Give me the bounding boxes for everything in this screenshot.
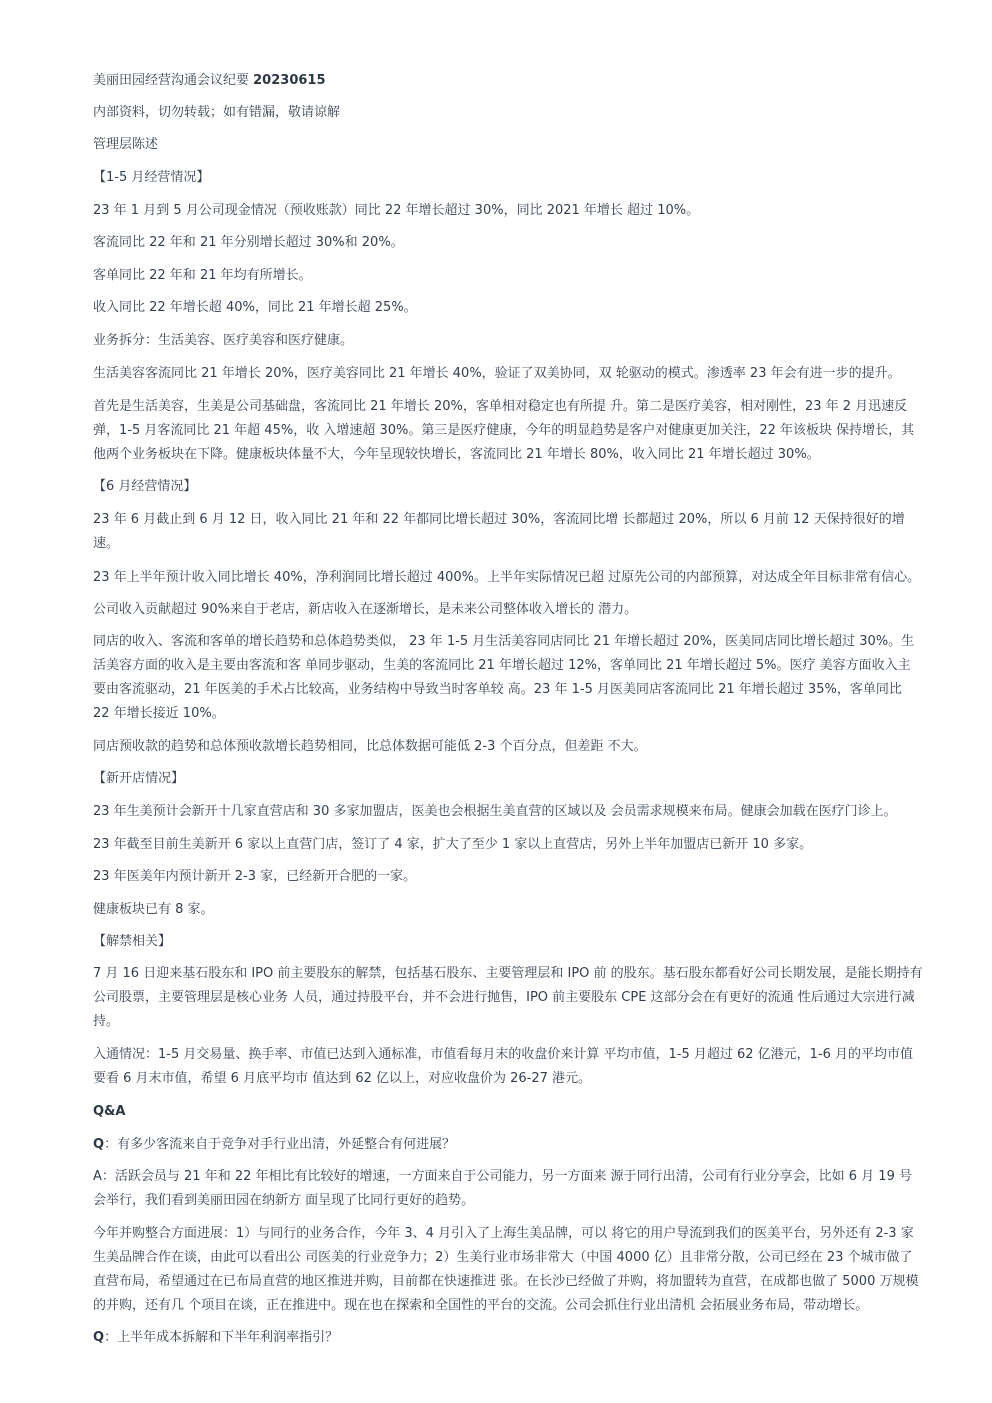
paragraph <box>93 395 943 467</box>
paragraph-line: 公司股票，主要管理层是核心业务 人员，通过持股平台，并不会进行抛售，IPO 前主要股东 CPE 这部分会在有更好的流通 性后通过大宗进行减 <box>93 990 915 1005</box>
title-text: 美丽田园经营沟通会议纪要 <box>93 73 254 88</box>
paragraph-line: 生美品牌合作在谈，由此可以看出公 司医美的行业竞争力；2）生美行业市场非常大（中国 4000 亿）且非常分散，公司已经在 23 个城市做了 <box>93 1250 913 1265</box>
paragraph-line: 会举行，我们看到美丽田园在纳新方 面呈现了比同行更好的趋势。 <box>93 1193 475 1208</box>
paragraph: 生活美容客流同比 21 年增长 20%，医疗美容同比 21 年增长 40%，验证了双美协同，双 轮驱动的模式。渗透率 23 年会有进一步的提升。 <box>93 366 901 381</box>
paragraph: 客单同比 22 年和 21 年均有所增长。 <box>93 268 312 283</box>
question <box>93 1132 943 1157</box>
paragraph-line: 速。 <box>93 536 120 551</box>
answer <box>93 1165 943 1213</box>
paragraph <box>93 630 943 726</box>
section-intro: 管理层陈述 <box>93 137 159 152</box>
section-heading-new-stores: 【新开店情况】 <box>93 771 185 786</box>
paragraph: 23 年上半年预计收入同比增长 40%，净利润同比增长超过 400%。上半年实际情况已超 过原先公司的内部预算，对达成全年目标非常有信心。 <box>93 570 921 585</box>
answer <box>93 1222 943 1318</box>
paragraph: 23 年 1 月到 5 月公司现金情况（预收账款）同比 22 年增长超过 30%，同比 2021 年增长 超过 10%。 <box>93 203 700 218</box>
section-heading-jan-may: 【1-5 月经营情况】 <box>93 170 210 185</box>
paragraph: 公司收入贡献超过 90%来自于老店，新店收入在逐渐增长，是未来公司整体收入增长的 潜力。 <box>93 602 638 617</box>
paragraph <box>93 1043 943 1091</box>
paragraph-line: 7 月 16 日迎来基石股东和 IPO 前主要股东的解禁，包括基石股东、主要管理层和 IPO 前 的股东。基石股东都看好公司长期发展，是能长期持有 <box>93 966 923 981</box>
qa-heading: Q&A <box>93 1104 126 1119</box>
paragraph-line: 同店的收入、客流和客单的增长趋势和总体趋势类似， 23 年 1-5 月生活美容同店同比 21 年增长超过 20%，医美同店同比增长超过 30%。生 <box>93 634 915 649</box>
question-label: Q <box>93 1330 105 1345</box>
section-heading-lockup: 【解禁相关】 <box>93 934 172 949</box>
question-label: Q <box>93 1137 105 1152</box>
paragraph <box>93 508 943 556</box>
disclaimer: 内部资料，切勿转载；如有错漏，敬请谅解 <box>93 105 341 120</box>
paragraph-line: 要看 6 月末市值，希望 6 月底平均市 值达到 62 亿以上，对应收盘价为 26-27 港元。 <box>93 1071 592 1086</box>
paragraph-line: A：活跃会员与 21 年和 22 年相比有比较好的增速，一方面来自于公司能力，另一方面来 源于同行出清，公司有行业分享会，比如 6 月 19 号 <box>93 1169 912 1184</box>
document-title <box>93 68 943 93</box>
paragraph-line: 23 年 6 月截止到 6 月 12 日，收入同比 21 年和 22 年都同比增长超过 30%，客流同比增 长都超过 20%，所以 6 月前 12 天保持很好的增 <box>93 512 905 527</box>
paragraph: 健康板块已有 8 家。 <box>93 902 214 917</box>
paragraph-line: 22 年增长接近 10%。 <box>93 706 225 721</box>
paragraph-line: 活美容方面的收入是主要由客流和客 单同步驱动，生美的客流同比 21 年增长超过 12%，客单同比 21 年增长超过 5%。医疗 美容方面收入主 <box>93 658 911 673</box>
paragraph-line: 要由客流驱动，21 年医美的手术占比较高，业务结构中导致当时客单较 高。23 年 1-5 月医美同店客流同比 21 年增长超过 35%，客单同比 <box>93 682 902 697</box>
question-text: ：上半年成本拆解和下半年利润率指引？ <box>104 1330 339 1345</box>
paragraph-line: 今年并购整合方面进展：1）与同行的业务合作，今年 3、4 月引入了上海生美品牌，可以 将它的用户导流到我们的医美平台，另外还有 2-3 家 <box>93 1226 914 1241</box>
paragraph: 23 年截至目前生美新开 6 家以上直营门店，签订了 4 家，扩大了至少 1 家以上直营店，另外上半年加盟店已新开 10 多家。 <box>93 837 813 852</box>
question <box>93 1325 943 1350</box>
paragraph-line: 弹，1-5 月客流同比 21 年超 45%，收 入增速超 30%。第三是医疗健康，今年的明显趋势是客户对健康更加关注，22 年该板块 保持增长，其 <box>93 423 915 438</box>
paragraph: 23 年生美预计会新开十几家直营店和 30 多家加盟店，医美也会根据生美直营的区域以及 会员需求规模来布局。健康会加载在医疗门诊上。 <box>93 804 897 819</box>
paragraph <box>93 962 943 1034</box>
paragraph: 客流同比 22 年和 21 年分别增长超过 30%和 20%。 <box>93 235 404 250</box>
paragraph-line: 持。 <box>93 1014 120 1029</box>
title-date: 20230615 <box>253 73 326 88</box>
paragraph: 业务拆分：生活美容、医疗美容和医疗健康。 <box>93 333 354 348</box>
question-text: ：有多少客流来自于竞争对手行业出清，外延整合有何进展？ <box>104 1137 456 1152</box>
paragraph-line: 入通情况：1-5 月交易量、换手率、市值已达到入通标准，市值看每月末的收盘价来计算 平均市值，1-5 月超过 62 亿港元，1-6 月的平均市值 <box>93 1047 914 1062</box>
paragraph-line: 直营布局，希望通过在已布局直营的地区推进并购，目前都在快速推进 张。在长沙已经做了并购，将加盟转为直营，在成都也做了 5000 万规模 <box>93 1274 919 1289</box>
paragraph: 收入同比 22 年增长超 40%，同比 21 年增长超 25%。 <box>93 300 417 315</box>
paragraph: 23 年医美年内预计新开 2-3 家，已经新开合肥的一家。 <box>93 869 417 884</box>
section-heading-june: 【6 月经营情况】 <box>93 479 197 494</box>
paragraph-line: 的并购，还有几 个项目在谈，正在推进中。现在也在探索和全国性的平台的交流。公司会抓住行业出清机 会拓展业务布局，带动增长。 <box>93 1298 869 1313</box>
paragraph-line: 他两个业务板块在下降。健康板块体量不大，今年呈现较快增长，客流同比 21 年增长 80%，收入同比 21 年增长超过 30%。 <box>93 447 820 462</box>
paragraph: 同店预收款的趋势和总体预收款增长趋势相同，比总体数据可能低 2-3 个百分点，但差距 不大。 <box>93 739 647 754</box>
paragraph-line: 首先是生活美容，生美是公司基础盘，客流同比 21 年增长 20%，客单相对稳定也有所提 升。第二是医疗美容，相对刚性，23 年 2 月迅速反 <box>93 399 908 414</box>
